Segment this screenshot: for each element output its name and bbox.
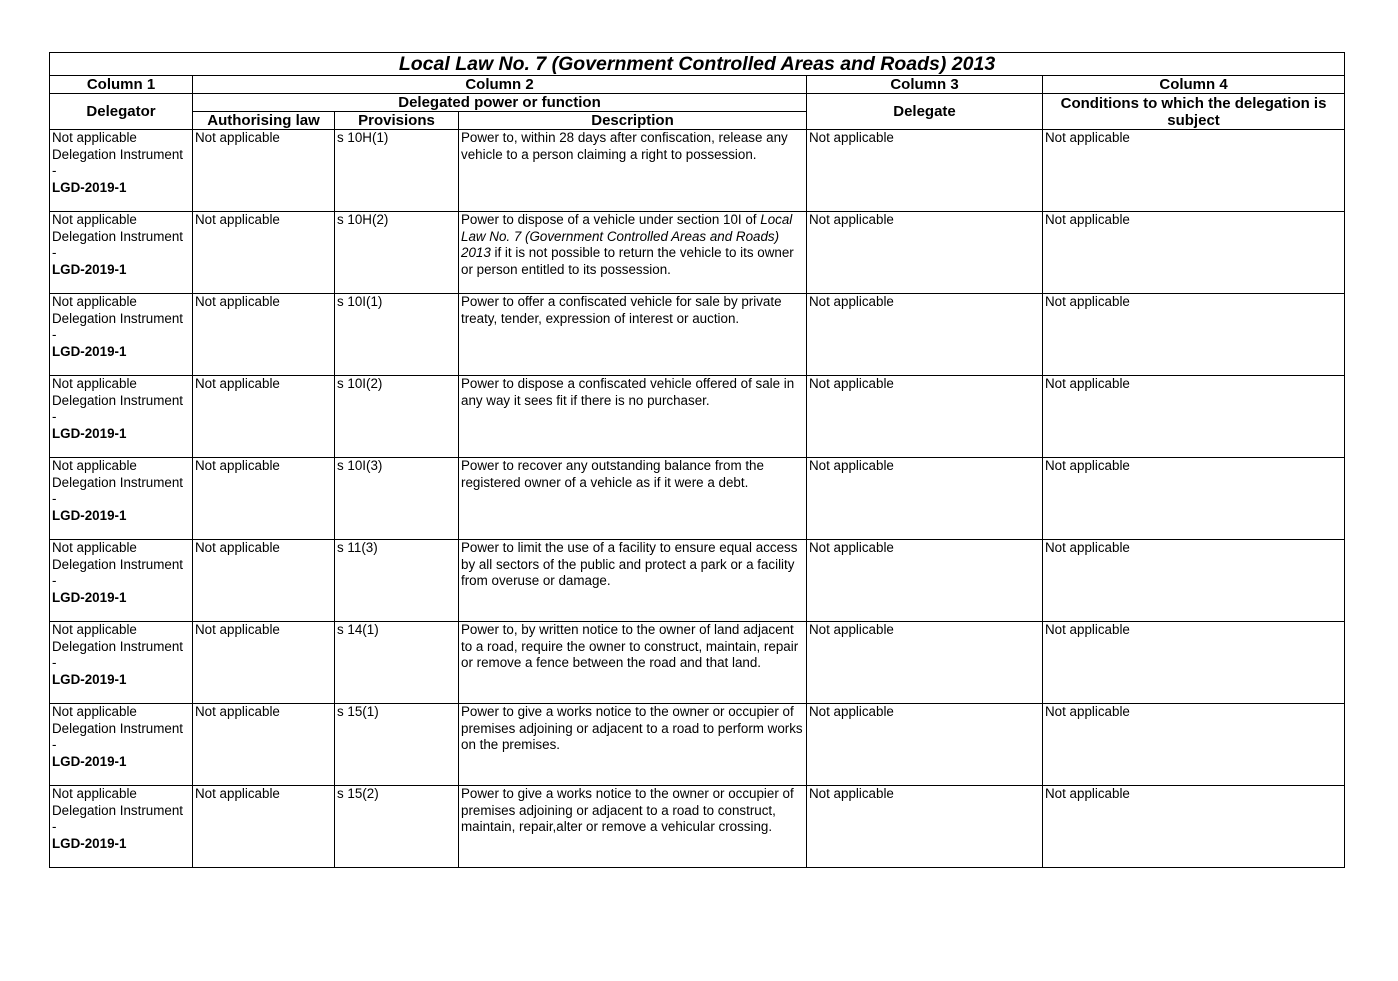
delegate-cell: Not applicable	[807, 130, 1043, 212]
delegator-cell	[50, 212, 193, 294]
conditions-cell: Not applicable	[1043, 540, 1345, 622]
conditions-cell: Not applicable	[1043, 786, 1345, 868]
conditions-cell: Not applicable	[1043, 130, 1345, 212]
description-cell	[459, 458, 807, 540]
description-cell	[459, 294, 807, 376]
instrument-code: LGD-2019-1	[52, 425, 127, 441]
provision-cell: s 11(3)	[335, 540, 459, 622]
description-text: Power to give a works notice to the owner or occupier of premises adjoining or adjacent to a road to perform works on the premises.	[461, 704, 803, 752]
description-cell	[459, 786, 807, 868]
provision-cell: s 10H(2)	[335, 212, 459, 294]
instrument-code: LGD-2019-1	[52, 179, 127, 195]
delegate-cell: Not applicable	[807, 786, 1043, 868]
table-row	[50, 294, 1345, 376]
delegation-table	[49, 52, 1345, 868]
delegator-cell	[50, 786, 193, 868]
instrument-code: LGD-2019-1	[52, 589, 127, 605]
column-2-header: Column 2	[193, 76, 807, 94]
instrument-code: LGD-2019-1	[52, 261, 127, 277]
table-row	[50, 458, 1345, 540]
table-row	[50, 540, 1345, 622]
table-row	[50, 130, 1345, 212]
provision-cell: s 14(1)	[335, 622, 459, 704]
delegate-cell: Not applicable	[807, 376, 1043, 458]
delegator-text: Not applicable	[52, 212, 137, 227]
description-cell	[459, 622, 807, 704]
delegator-header: Delegator	[50, 94, 193, 130]
delegator-text: Not applicable	[52, 704, 137, 719]
conditions-cell: Not applicable	[1043, 622, 1345, 704]
delegate-cell: Not applicable	[807, 540, 1043, 622]
description-cell	[459, 704, 807, 786]
conditions-cell: Not applicable	[1043, 212, 1345, 294]
authorising-law-cell: Not applicable	[193, 458, 335, 540]
column-1-header: Column 1	[50, 76, 193, 94]
delegator-cell	[50, 622, 193, 704]
description-text: Power to limit the use of a facility to ensure equal access by all sectors of the public and protect a park or a facility from overuse or damage.	[461, 540, 798, 588]
description-text-cont: if it is not possible to return the vehicle to its owner or person entitled to its possession.	[461, 245, 794, 277]
description-text: Power to, by written notice to the owner of land adjacent to a road, require the owner to construct, maintain, repair or remove a fence between the road and that land.	[461, 622, 799, 670]
description-header: Description	[459, 112, 807, 130]
description-cell	[459, 376, 807, 458]
delegation-instrument-text: Delegation Instrument -	[52, 802, 184, 834]
description-text: Power to dispose a confiscated vehicle offered of sale in any way it sees fit if there is no purchaser.	[461, 376, 795, 408]
delegation-instrument-text: Delegation Instrument -	[52, 228, 184, 260]
provisions-header: Provisions	[335, 112, 459, 130]
authorising-law-cell: Not applicable	[193, 540, 335, 622]
instrument-code: LGD-2019-1	[52, 343, 127, 359]
provision-cell: s 15(2)	[335, 786, 459, 868]
conditions-cell: Not applicable	[1043, 704, 1345, 786]
conditions-cell: Not applicable	[1043, 294, 1345, 376]
table-title: Local Law No. 7 (Government Controlled Areas and Roads) 2013	[50, 53, 1345, 76]
delegation-instrument-text: Delegation Instrument -	[52, 146, 184, 178]
description-text: Power to give a works notice to the owner or occupier of premises adjoining or adjacent to a road to construct, maintain, repair,alter or remove a vehicular crossing.	[461, 786, 794, 834]
authorising-law-cell: Not applicable	[193, 212, 335, 294]
delegator-cell	[50, 704, 193, 786]
delegator-cell	[50, 294, 193, 376]
authorising-law-cell: Not applicable	[193, 622, 335, 704]
authorising-law-cell: Not applicable	[193, 704, 335, 786]
delegator-text: Not applicable	[52, 622, 137, 637]
instrument-code: LGD-2019-1	[52, 507, 127, 523]
delegator-text: Not applicable	[52, 540, 137, 555]
delegate-cell: Not applicable	[807, 294, 1043, 376]
delegation-instrument-text: Delegation Instrument -	[52, 638, 184, 670]
description-text: Power to dispose of a vehicle under section 10I of	[461, 212, 761, 227]
conditions-header: Conditions to which the delegation is subject	[1043, 94, 1345, 130]
instrument-code: LGD-2019-1	[52, 835, 127, 851]
delegate-cell: Not applicable	[807, 622, 1043, 704]
description-cell	[459, 540, 807, 622]
authorising-law-cell: Not applicable	[193, 130, 335, 212]
table-row	[50, 376, 1345, 458]
instrument-code: LGD-2019-1	[52, 753, 127, 769]
table-row	[50, 704, 1345, 786]
conditions-cell: Not applicable	[1043, 376, 1345, 458]
column-4-header: Column 4	[1043, 76, 1345, 94]
provision-cell: s 10I(1)	[335, 294, 459, 376]
description-italic-text: Local Law No. 7 (Government Controlled Areas and Roads) 2013	[461, 212, 793, 260]
description-cell	[459, 212, 807, 294]
delegator-text: Not applicable	[52, 786, 137, 801]
provision-cell: s 10H(1)	[335, 130, 459, 212]
provision-cell: s 15(1)	[335, 704, 459, 786]
delegator-cell	[50, 458, 193, 540]
delegation-instrument-text: Delegation Instrument -	[52, 310, 184, 342]
description-text: Power to, within 28 days after confiscation, release any vehicle to a person claiming a right to possession.	[461, 130, 788, 162]
delegated-power-header: Delegated power or function	[193, 94, 807, 112]
table-row	[50, 786, 1345, 868]
delegate-header: Delegate	[807, 94, 1043, 130]
table-row	[50, 622, 1345, 704]
delegator-text: Not applicable	[52, 376, 137, 391]
delegation-instrument-text: Delegation Instrument -	[52, 474, 184, 506]
instrument-code: LGD-2019-1	[52, 671, 127, 687]
delegate-cell: Not applicable	[807, 212, 1043, 294]
delegator-text: Not applicable	[52, 130, 137, 145]
conditions-cell: Not applicable	[1043, 458, 1345, 540]
authorising-law-cell: Not applicable	[193, 376, 335, 458]
table-row	[50, 212, 1345, 294]
delegator-text: Not applicable	[52, 294, 137, 309]
delegator-cell	[50, 540, 193, 622]
delegate-cell: Not applicable	[807, 458, 1043, 540]
delegation-instrument-text: Delegation Instrument -	[52, 720, 184, 752]
description-text: Power to offer a confiscated vehicle for sale by private treaty, tender, expression of interest or auction.	[461, 294, 782, 326]
delegation-instrument-text: Delegation Instrument -	[52, 556, 184, 588]
delegation-instrument-text: Delegation Instrument -	[52, 392, 184, 424]
provision-cell: s 10I(3)	[335, 458, 459, 540]
authorising-law-cell: Not applicable	[193, 786, 335, 868]
delegator-cell	[50, 376, 193, 458]
authorising-law-header: Authorising law	[193, 112, 335, 130]
description-text: Power to recover any outstanding balance from the registered owner of a vehicle as if it were a debt.	[461, 458, 764, 490]
provision-cell: s 10I(2)	[335, 376, 459, 458]
column-3-header: Column 3	[807, 76, 1043, 94]
authorising-law-cell: Not applicable	[193, 294, 335, 376]
delegate-cell: Not applicable	[807, 704, 1043, 786]
delegator-cell	[50, 130, 193, 212]
description-cell	[459, 130, 807, 212]
delegator-text: Not applicable	[52, 458, 137, 473]
